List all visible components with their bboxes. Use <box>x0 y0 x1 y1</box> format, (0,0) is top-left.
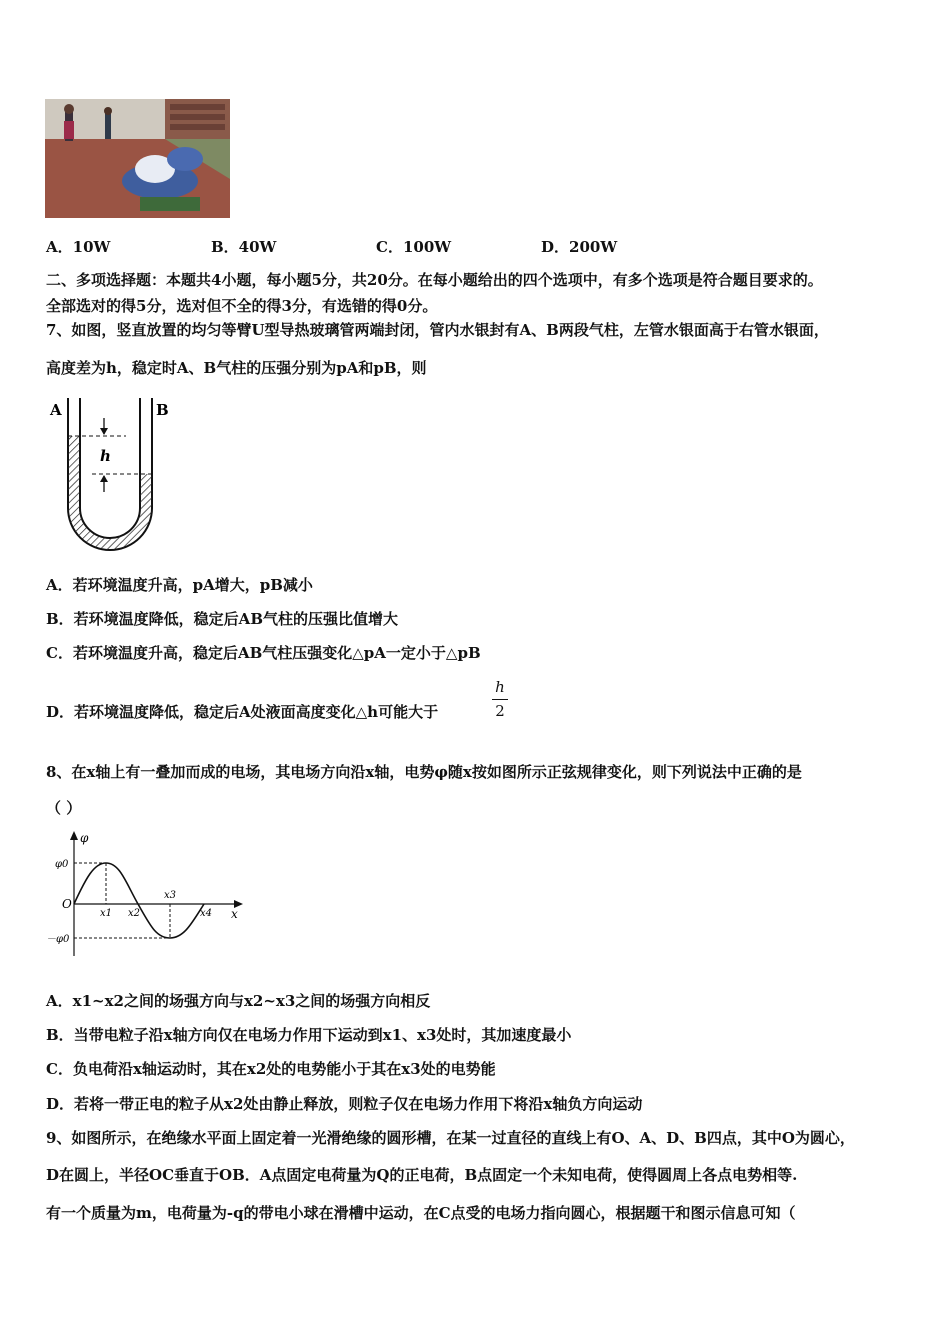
photo-illustration <box>45 99 230 218</box>
q8-stem-line2: （ ） <box>46 799 82 817</box>
q8-option-c: C．负电荷沿x轴运动时，其在x2处的电势能小于其在x3处的电势能 <box>46 1060 496 1078</box>
section2-header-line2: 全部选对的得5分，选对但不全的得3分，有选错的得0分。 <box>46 297 438 315</box>
q7-option-b: B．若环境温度降低，稳定后AB气柱的压强比值增大 <box>46 610 398 628</box>
q7-stem-line2: 高度差为h，稳定时A、B气柱的压强分别为pA和pB，则 <box>46 359 427 377</box>
fraction-denominator: 2 <box>495 702 505 720</box>
graph-x-label: x <box>231 907 238 921</box>
potential-graph <box>46 828 246 960</box>
q6-option-a: A．10W <box>46 238 111 256</box>
students-photo <box>45 99 230 218</box>
graph-x4-label: x4 <box>200 908 213 919</box>
q9-line3: 有一个质量为m，电荷量为-q的带电小球在滑槽中运动，在C点受的电场力指向圆心，根据题干和图示信息可知（ <box>46 1204 796 1222</box>
tube-label-h: h <box>100 447 111 465</box>
section2-header-line1: 二、多项选择题：本题共4小题，每小题5分，共20分。在每小题给出的四个选项中，有多个选项是符合题目要求的。 <box>46 271 823 289</box>
q8-option-a: A．x1~x2之间的场强方向与x2~x3之间的场强方向相反 <box>46 992 431 1010</box>
q8-option-d: D．若将一带正电的粒子从x2处由静止释放，则粒子仅在电场力作用下将沿x轴负方向运动 <box>46 1095 643 1113</box>
q7-option-c: C．若环境温度升高，稳定后AB气柱压强变化△pA一定小于△pB <box>46 644 481 662</box>
q7-option-a: A．若环境温度升高，pA增大，pB减小 <box>46 576 313 594</box>
graph-y-label: φ <box>80 831 89 845</box>
tube-label-b: B <box>156 401 169 419</box>
graph-x3-label: x3 <box>164 890 177 901</box>
q7-stem-line1: 7、如图，竖直放置的均匀等臂U型导热玻璃管两端封闭，管内水银封有A、B两段气柱，左管水银面高于右管水银面， <box>46 321 829 339</box>
graph-x2-label: x2 <box>128 908 141 919</box>
graph-x1-label: x1 <box>100 908 113 919</box>
graph-phi0-label: φ0 <box>55 859 69 870</box>
graph-origin-label: O <box>62 897 72 911</box>
fraction-numerator: h <box>495 678 505 696</box>
q9-line2: D在圆上，半径OC垂直于OB．A点固定电荷量为Q的正电荷，B点固定一个未知电荷，使得圆周上各点电势相等. <box>46 1166 798 1184</box>
u-tube-figure <box>46 398 176 568</box>
graph-neg-phi0-label: －φ0 <box>46 934 70 945</box>
fraction-bar <box>492 699 508 700</box>
q9-line1: 9、如图所示，在绝缘水平面上固定着一光滑绝缘的圆形槽，在某一过直径的直线上有O、A、D、B四点，其中O为圆心， <box>46 1129 855 1147</box>
q7-option-d: D．若环境温度降低，稳定后A处液面高度变化△h可能大于 <box>46 703 439 721</box>
q6-option-d: D．200W <box>541 238 618 256</box>
tube-label-a: A <box>50 401 62 419</box>
q8-stem-line1: 8、在x轴上有一叠加而成的电场，其电场方向沿x轴，电势φ随x按如图所示正弦规律变化，则下列说法中正确的是 <box>46 763 802 781</box>
q8-option-b: B．当带电粒子沿x轴方向仅在电场力作用下运动到x1、x3处时，其加速度最小 <box>46 1026 572 1044</box>
q6-option-c: C．100W <box>376 238 452 256</box>
q6-option-b: B．40W <box>211 238 277 256</box>
